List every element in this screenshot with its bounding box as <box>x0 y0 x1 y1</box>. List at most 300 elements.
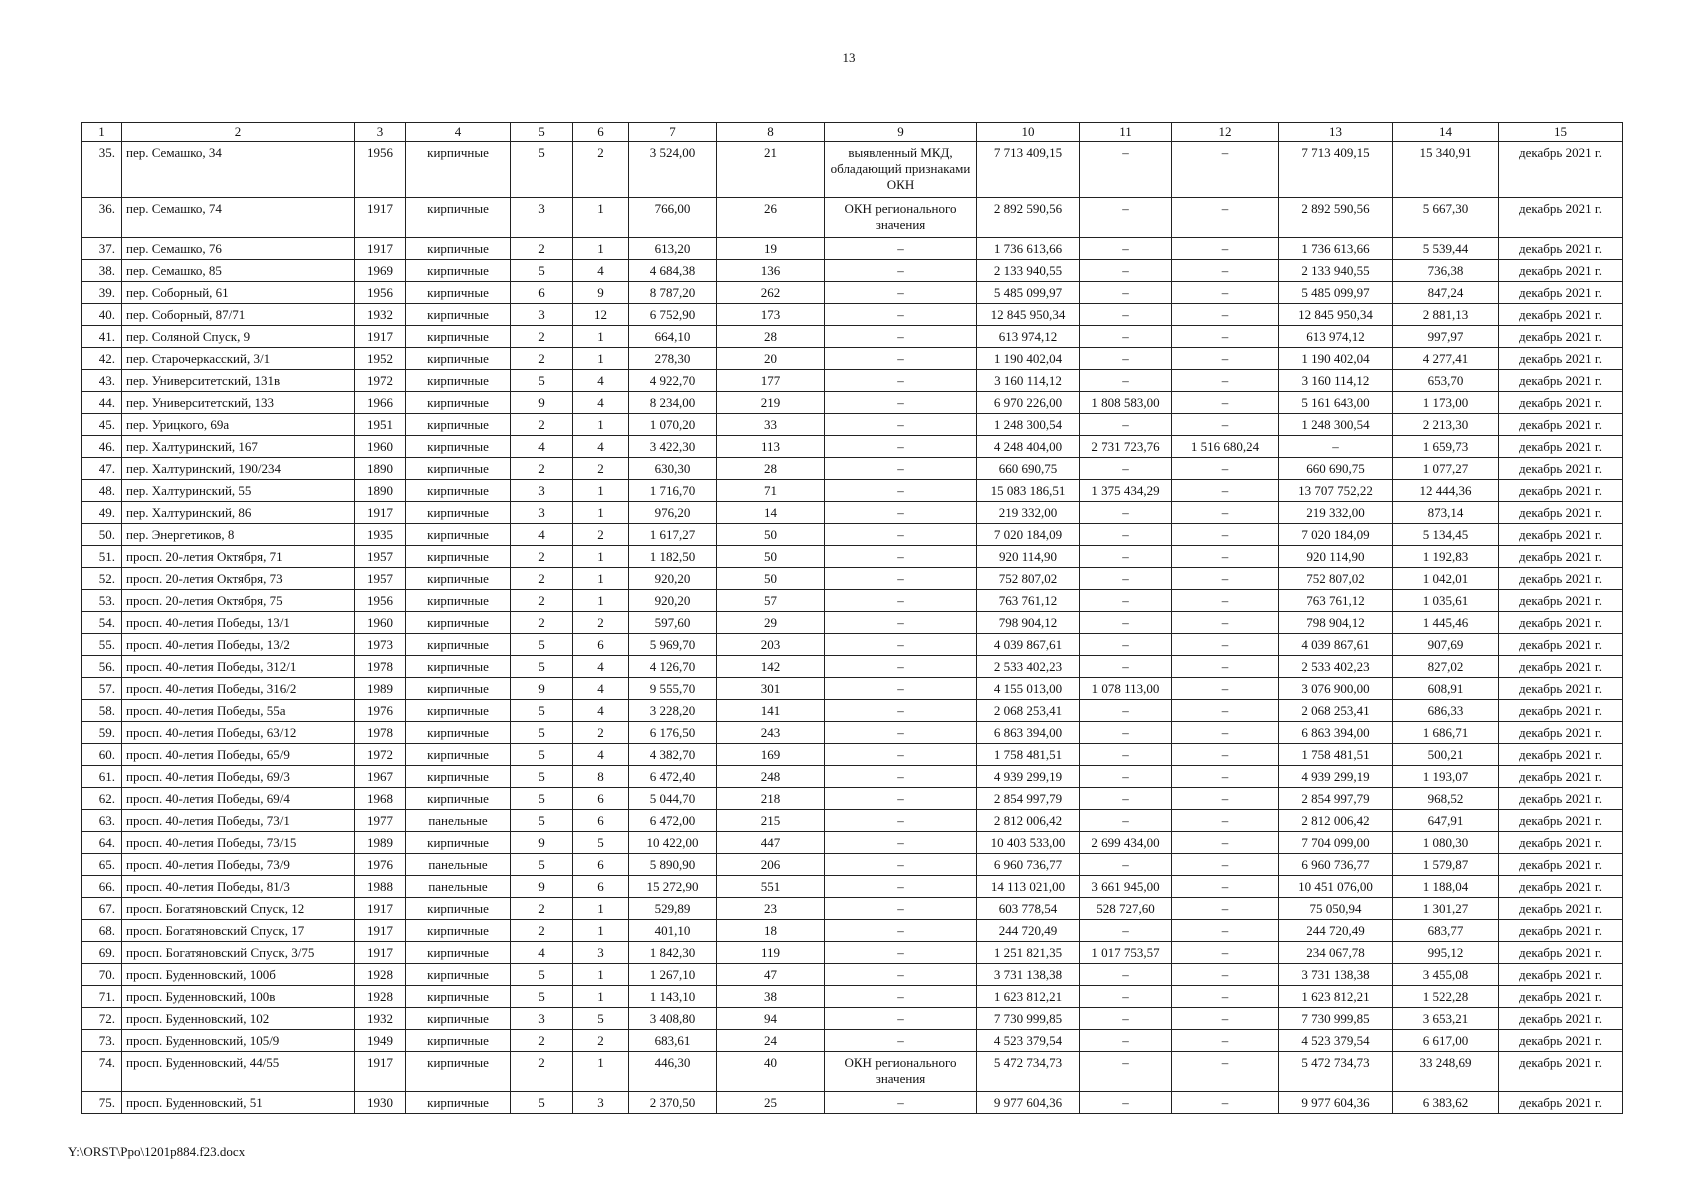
table-cell-col-11: – <box>1080 502 1172 524</box>
table-cell-col-5: 5 <box>511 370 573 392</box>
table-cell-col-14: 1 686,71 <box>1393 722 1499 744</box>
table-cell-col-1: 36. <box>82 198 122 238</box>
table-cell-col-14: 1 659,73 <box>1393 436 1499 458</box>
table-cell-col-7: 15 272,90 <box>629 876 717 898</box>
table-cell-col-7: 4 684,38 <box>629 260 717 282</box>
table-cell-col-8: 218 <box>717 788 825 810</box>
table-cell-col-2: пер. Соборный, 87/71 <box>122 304 355 326</box>
table-cell-col-2: просп. Буденновский, 51 <box>122 1092 355 1114</box>
table-cell-col-12: – <box>1172 876 1279 898</box>
table-cell-col-15: декабрь 2021 г. <box>1499 480 1623 502</box>
table-cell-col-3: 1969 <box>355 260 406 282</box>
table-cell-col-6: 1 <box>573 964 629 986</box>
table-cell-col-10: 1 758 481,51 <box>977 744 1080 766</box>
table-cell-col-12: – <box>1172 282 1279 304</box>
table-cell-col-14: 686,33 <box>1393 700 1499 722</box>
table-cell-col-6: 4 <box>573 436 629 458</box>
table-cell-col-13: 7 020 184,09 <box>1279 524 1393 546</box>
table-cell-col-9: – <box>825 766 977 788</box>
table-cell-col-4: кирпичные <box>406 1052 511 1092</box>
table-cell-col-14: 968,52 <box>1393 788 1499 810</box>
table-cell-col-14: 608,91 <box>1393 678 1499 700</box>
table-cell-col-7: 920,20 <box>629 568 717 590</box>
table-cell-col-2: просп. 40-летия Победы, 73/1 <box>122 810 355 832</box>
table-cell-col-6: 1 <box>573 546 629 568</box>
table-cell-col-3: 1956 <box>355 142 406 198</box>
table-cell-col-8: 26 <box>717 198 825 238</box>
table-cell-col-11: 2 731 723,76 <box>1080 436 1172 458</box>
table-cell-col-6: 6 <box>573 810 629 832</box>
table-cell-col-14: 653,70 <box>1393 370 1499 392</box>
table-cell-col-6: 1 <box>573 502 629 524</box>
table-cell-col-2: пер. Семашко, 76 <box>122 238 355 260</box>
table-cell-col-13: 1 758 481,51 <box>1279 744 1393 766</box>
table-row <box>82 788 1623 810</box>
table-cell-col-5: 5 <box>511 1092 573 1114</box>
registry-table <box>81 122 1623 1114</box>
table-cell-col-1: 58. <box>82 700 122 722</box>
table-cell-col-13: – <box>1279 436 1393 458</box>
table-cell-col-6: 4 <box>573 370 629 392</box>
table-cell-col-13: 12 845 950,34 <box>1279 304 1393 326</box>
table-cell-col-11: – <box>1080 656 1172 678</box>
table-cell-col-13: 75 050,94 <box>1279 898 1393 920</box>
table-cell-col-6: 4 <box>573 744 629 766</box>
table-cell-col-4: кирпичные <box>406 656 511 678</box>
table-cell-col-2: просп. 40-летия Победы, 69/4 <box>122 788 355 810</box>
table-cell-col-12: – <box>1172 524 1279 546</box>
table-cell-col-12: – <box>1172 568 1279 590</box>
table-cell-col-1: 43. <box>82 370 122 392</box>
table-row <box>82 634 1623 656</box>
table-cell-col-7: 4 922,70 <box>629 370 717 392</box>
table-cell-col-12: – <box>1172 986 1279 1008</box>
table-cell-col-1: 42. <box>82 348 122 370</box>
table-cell-col-10: 4 155 013,00 <box>977 678 1080 700</box>
table-cell-col-5: 2 <box>511 238 573 260</box>
table-cell-col-10: 3 731 138,38 <box>977 964 1080 986</box>
table-cell-col-13: 2 533 402,23 <box>1279 656 1393 678</box>
table-cell-col-11: – <box>1080 546 1172 568</box>
table-cell-col-4: панельные <box>406 810 511 832</box>
table-cell-col-3: 1968 <box>355 788 406 810</box>
table-cell-col-11: – <box>1080 348 1172 370</box>
table-cell-col-4: кирпичные <box>406 634 511 656</box>
table-cell-col-4: кирпичные <box>406 260 511 282</box>
table-cell-col-6: 2 <box>573 524 629 546</box>
table-cell-col-9: – <box>825 942 977 964</box>
table-cell-col-2: просп. Буденновский, 100в <box>122 986 355 1008</box>
table-cell-col-3: 1988 <box>355 876 406 898</box>
table-cell-col-11: – <box>1080 810 1172 832</box>
table-cell-col-3: 1930 <box>355 1092 406 1114</box>
table-cell-col-14: 5 667,30 <box>1393 198 1499 238</box>
table-cell-col-4: кирпичные <box>406 370 511 392</box>
table-cell-col-11: – <box>1080 612 1172 634</box>
table-cell-col-15: декабрь 2021 г. <box>1499 370 1623 392</box>
table-cell-col-12: – <box>1172 700 1279 722</box>
table-cell-col-12: – <box>1172 1030 1279 1052</box>
table-cell-col-15: декабрь 2021 г. <box>1499 1052 1623 1092</box>
table-cell-col-6: 4 <box>573 678 629 700</box>
table-cell-col-13: 613 974,12 <box>1279 326 1393 348</box>
table-cell-col-15: декабрь 2021 г. <box>1499 326 1623 348</box>
table-row <box>82 1030 1623 1052</box>
table-cell-col-6: 2 <box>573 722 629 744</box>
table-cell-col-1: 52. <box>82 568 122 590</box>
table-cell-col-6: 6 <box>573 788 629 810</box>
table-cell-col-4: кирпичные <box>406 942 511 964</box>
table-cell-col-9: – <box>825 480 977 502</box>
table-cell-col-5: 2 <box>511 920 573 942</box>
table-cell-col-6: 5 <box>573 832 629 854</box>
table-cell-col-14: 997,97 <box>1393 326 1499 348</box>
table-row <box>82 612 1623 634</box>
table-cell-col-11: – <box>1080 1052 1172 1092</box>
table-cell-col-12: – <box>1172 832 1279 854</box>
table-cell-col-14: 5 539,44 <box>1393 238 1499 260</box>
table-cell-col-14: 1 301,27 <box>1393 898 1499 920</box>
table-cell-col-13: 3 076 900,00 <box>1279 678 1393 700</box>
table-row <box>82 546 1623 568</box>
table-cell-col-7: 1 842,30 <box>629 942 717 964</box>
table-cell-col-8: 141 <box>717 700 825 722</box>
table-cell-col-9: – <box>825 744 977 766</box>
table-cell-col-10: 4 039 867,61 <box>977 634 1080 656</box>
table-cell-col-1: 47. <box>82 458 122 480</box>
table-cell-col-6: 1 <box>573 568 629 590</box>
table-cell-col-2: просп. Богатяновский Спуск, 12 <box>122 898 355 920</box>
table-cell-col-3: 1917 <box>355 238 406 260</box>
table-cell-col-14: 15 340,91 <box>1393 142 1499 198</box>
table-cell-col-4: кирпичные <box>406 612 511 634</box>
table-cell-col-13: 2 892 590,56 <box>1279 198 1393 238</box>
table-cell-col-13: 763 761,12 <box>1279 590 1393 612</box>
table-cell-col-2: пер. Семашко, 34 <box>122 142 355 198</box>
table-cell-col-7: 1 267,10 <box>629 964 717 986</box>
table-cell-col-3: 1960 <box>355 612 406 634</box>
table-cell-col-3: 1967 <box>355 766 406 788</box>
table-cell-col-15: декабрь 2021 г. <box>1499 238 1623 260</box>
table-cell-col-8: 28 <box>717 458 825 480</box>
column-header-4: 4 <box>406 123 511 142</box>
table-cell-col-2: просп. 40-летия Победы, 63/12 <box>122 722 355 744</box>
table-cell-col-9: – <box>825 1008 977 1030</box>
table-cell-col-12: – <box>1172 414 1279 436</box>
table-cell-col-10: 2 892 590,56 <box>977 198 1080 238</box>
table-cell-col-5: 5 <box>511 788 573 810</box>
table-cell-col-4: кирпичные <box>406 414 511 436</box>
table-cell-col-5: 5 <box>511 964 573 986</box>
table-cell-col-6: 1 <box>573 590 629 612</box>
table-cell-col-2: просп. 40-летия Победы, 13/2 <box>122 634 355 656</box>
table-cell-col-13: 1 736 613,66 <box>1279 238 1393 260</box>
table-cell-col-11: 1 375 434,29 <box>1080 480 1172 502</box>
table-cell-col-1: 44. <box>82 392 122 414</box>
table-cell-col-12: – <box>1172 854 1279 876</box>
table-cell-col-11: – <box>1080 920 1172 942</box>
table-cell-col-13: 219 332,00 <box>1279 502 1393 524</box>
table-cell-col-14: 33 248,69 <box>1393 1052 1499 1092</box>
table-cell-col-4: кирпичные <box>406 920 511 942</box>
table-cell-col-10: 6 863 394,00 <box>977 722 1080 744</box>
table-cell-col-8: 47 <box>717 964 825 986</box>
table-cell-col-5: 4 <box>511 524 573 546</box>
table-cell-col-12: – <box>1172 744 1279 766</box>
table-row <box>82 392 1623 414</box>
table-row <box>82 810 1623 832</box>
table-row <box>82 942 1623 964</box>
table-cell-col-5: 9 <box>511 876 573 898</box>
table-cell-col-3: 1976 <box>355 854 406 876</box>
table-row <box>82 436 1623 458</box>
table-cell-col-1: 54. <box>82 612 122 634</box>
table-cell-col-3: 1976 <box>355 700 406 722</box>
table-cell-col-7: 5 969,70 <box>629 634 717 656</box>
table-cell-col-1: 68. <box>82 920 122 942</box>
table-cell-col-7: 976,20 <box>629 502 717 524</box>
table-cell-col-14: 6 383,62 <box>1393 1092 1499 1114</box>
table-cell-col-6: 2 <box>573 1030 629 1052</box>
table-cell-col-3: 1917 <box>355 326 406 348</box>
table-cell-col-11: – <box>1080 238 1172 260</box>
table-cell-col-2: пер. Старочеркасский, 3/1 <box>122 348 355 370</box>
table-cell-col-11: – <box>1080 722 1172 744</box>
table-cell-col-10: 1 251 821,35 <box>977 942 1080 964</box>
table-cell-col-6: 1 <box>573 414 629 436</box>
table-cell-col-5: 9 <box>511 392 573 414</box>
table-cell-col-3: 1917 <box>355 920 406 942</box>
column-header-7: 7 <box>629 123 717 142</box>
table-cell-col-15: декабрь 2021 г. <box>1499 612 1623 634</box>
table-row <box>82 348 1623 370</box>
table-cell-col-9: – <box>825 546 977 568</box>
table-cell-col-3: 1917 <box>355 942 406 964</box>
table-cell-col-4: кирпичные <box>406 458 511 480</box>
table-cell-col-6: 5 <box>573 1008 629 1030</box>
table-cell-col-8: 173 <box>717 304 825 326</box>
column-number-row <box>82 123 1623 142</box>
table-cell-col-7: 920,20 <box>629 590 717 612</box>
table-cell-col-2: просп. Буденновский, 44/55 <box>122 1052 355 1092</box>
table-cell-col-5: 6 <box>511 282 573 304</box>
table-cell-col-7: 664,10 <box>629 326 717 348</box>
table-cell-col-4: кирпичные <box>406 898 511 920</box>
table-cell-col-8: 28 <box>717 326 825 348</box>
table-cell-col-13: 5 161 643,00 <box>1279 392 1393 414</box>
table-cell-col-10: 1 190 402,04 <box>977 348 1080 370</box>
table-cell-col-2: просп. 40-летия Победы, 73/9 <box>122 854 355 876</box>
column-header-5: 5 <box>511 123 573 142</box>
table-cell-col-4: кирпичные <box>406 1092 511 1114</box>
table-cell-col-15: декабрь 2021 г. <box>1499 634 1623 656</box>
table-cell-col-9: – <box>825 282 977 304</box>
table-cell-col-8: 94 <box>717 1008 825 1030</box>
table-row <box>82 326 1623 348</box>
table-cell-col-14: 683,77 <box>1393 920 1499 942</box>
table-row <box>82 876 1623 898</box>
table-cell-col-5: 4 <box>511 942 573 964</box>
table-cell-col-7: 3 408,80 <box>629 1008 717 1030</box>
table-cell-col-6: 1 <box>573 348 629 370</box>
table-cell-col-11: – <box>1080 766 1172 788</box>
table-cell-col-14: 873,14 <box>1393 502 1499 524</box>
table-cell-col-1: 75. <box>82 1092 122 1114</box>
table-cell-col-13: 3 160 114,12 <box>1279 370 1393 392</box>
table-cell-col-4: кирпичные <box>406 568 511 590</box>
table-cell-col-3: 1932 <box>355 1008 406 1030</box>
table-cell-col-8: 40 <box>717 1052 825 1092</box>
table-cell-col-13: 4 939 299,19 <box>1279 766 1393 788</box>
table-cell-col-5: 2 <box>511 414 573 436</box>
table-cell-col-14: 847,24 <box>1393 282 1499 304</box>
table-cell-col-3: 1972 <box>355 370 406 392</box>
table-cell-col-10: 7 730 999,85 <box>977 1008 1080 1030</box>
table-cell-col-1: 53. <box>82 590 122 612</box>
table-cell-col-7: 9 555,70 <box>629 678 717 700</box>
table-cell-col-8: 262 <box>717 282 825 304</box>
table-cell-col-14: 1 193,07 <box>1393 766 1499 788</box>
table-cell-col-15: декабрь 2021 г. <box>1499 282 1623 304</box>
table-cell-col-11: 3 661 945,00 <box>1080 876 1172 898</box>
table-cell-col-1: 63. <box>82 810 122 832</box>
table-cell-col-5: 5 <box>511 744 573 766</box>
table-cell-col-2: пер. Университетский, 133 <box>122 392 355 414</box>
table-cell-col-6: 4 <box>573 700 629 722</box>
table-cell-col-12: – <box>1172 238 1279 260</box>
table-cell-col-15: декабрь 2021 г. <box>1499 656 1623 678</box>
table-cell-col-8: 248 <box>717 766 825 788</box>
table-cell-col-3: 1928 <box>355 986 406 1008</box>
table-cell-col-15: декабрь 2021 г. <box>1499 986 1623 1008</box>
table-cell-col-5: 2 <box>511 348 573 370</box>
table-cell-col-7: 613,20 <box>629 238 717 260</box>
table-cell-col-14: 827,02 <box>1393 656 1499 678</box>
table-cell-col-1: 49. <box>82 502 122 524</box>
table-cell-col-5: 2 <box>511 898 573 920</box>
table-cell-col-4: кирпичные <box>406 282 511 304</box>
table-cell-col-9: – <box>825 1030 977 1052</box>
table-cell-col-10: 219 332,00 <box>977 502 1080 524</box>
table-cell-col-15: декабрь 2021 г. <box>1499 920 1623 942</box>
column-header-12: 12 <box>1172 123 1279 142</box>
table-cell-col-2: просп. Буденновский, 100б <box>122 964 355 986</box>
table-cell-col-3: 1956 <box>355 590 406 612</box>
table-row <box>82 590 1623 612</box>
table-row <box>82 700 1623 722</box>
table-cell-col-2: просп. 20-летия Октября, 71 <box>122 546 355 568</box>
table-cell-col-9: – <box>825 810 977 832</box>
table-row <box>82 920 1623 942</box>
table-cell-col-2: просп. 40-летия Победы, 65/9 <box>122 744 355 766</box>
table-cell-col-3: 1890 <box>355 458 406 480</box>
table-cell-col-11: – <box>1080 524 1172 546</box>
table-cell-col-4: кирпичные <box>406 1008 511 1030</box>
table-cell-col-2: пер. Соляной Спуск, 9 <box>122 326 355 348</box>
table-cell-col-13: 234 067,78 <box>1279 942 1393 964</box>
table-cell-col-3: 1890 <box>355 480 406 502</box>
table-cell-col-8: 243 <box>717 722 825 744</box>
table-cell-col-8: 57 <box>717 590 825 612</box>
table-cell-col-9: – <box>825 964 977 986</box>
table-cell-col-3: 1957 <box>355 568 406 590</box>
table-cell-col-2: пер. Университетский, 131в <box>122 370 355 392</box>
table-cell-col-10: 10 403 533,00 <box>977 832 1080 854</box>
table-cell-col-7: 1 617,27 <box>629 524 717 546</box>
table-cell-col-1: 35. <box>82 142 122 198</box>
table-cell-col-10: 613 974,12 <box>977 326 1080 348</box>
table-cell-col-5: 5 <box>511 766 573 788</box>
table-cell-col-1: 74. <box>82 1052 122 1092</box>
table-cell-col-11: – <box>1080 590 1172 612</box>
table-cell-col-15: декабрь 2021 г. <box>1499 348 1623 370</box>
table-cell-col-12: – <box>1172 326 1279 348</box>
table-cell-col-7: 5 890,90 <box>629 854 717 876</box>
table-cell-col-11: – <box>1080 854 1172 876</box>
table-cell-col-8: 142 <box>717 656 825 678</box>
table-cell-col-7: 3 422,30 <box>629 436 717 458</box>
column-header-10: 10 <box>977 123 1080 142</box>
table-cell-col-9: – <box>825 612 977 634</box>
table-cell-col-12: – <box>1172 898 1279 920</box>
table-cell-col-11: – <box>1080 1030 1172 1052</box>
table-cell-col-3: 1978 <box>355 722 406 744</box>
table-row <box>82 964 1623 986</box>
table-cell-col-1: 67. <box>82 898 122 920</box>
table-cell-col-10: 5 472 734,73 <box>977 1052 1080 1092</box>
table-cell-col-3: 1952 <box>355 348 406 370</box>
table-cell-col-1: 38. <box>82 260 122 282</box>
table-cell-col-2: просп. 40-летия Победы, 312/1 <box>122 656 355 678</box>
table-cell-col-6: 8 <box>573 766 629 788</box>
table-cell-col-14: 907,69 <box>1393 634 1499 656</box>
table-cell-col-15: декабрь 2021 г. <box>1499 964 1623 986</box>
table-cell-col-7: 6 752,90 <box>629 304 717 326</box>
table-cell-col-6: 2 <box>573 458 629 480</box>
table-cell-col-10: 4 523 379,54 <box>977 1030 1080 1052</box>
table-cell-col-7: 3 524,00 <box>629 142 717 198</box>
table-row <box>82 142 1623 198</box>
table-cell-col-5: 5 <box>511 142 573 198</box>
table-cell-col-11: 528 727,60 <box>1080 898 1172 920</box>
column-header-11: 11 <box>1080 123 1172 142</box>
table-cell-col-1: 51. <box>82 546 122 568</box>
table-cell-col-7: 529,89 <box>629 898 717 920</box>
column-header-15: 15 <box>1499 123 1623 142</box>
table-cell-col-8: 50 <box>717 568 825 590</box>
table-cell-col-2: просп. Богатяновский Спуск, 17 <box>122 920 355 942</box>
table-cell-col-5: 5 <box>511 656 573 678</box>
table-cell-col-15: декабрь 2021 г. <box>1499 678 1623 700</box>
table-cell-col-2: пер. Халтуринский, 167 <box>122 436 355 458</box>
table-cell-col-1: 71. <box>82 986 122 1008</box>
table-cell-col-4: кирпичные <box>406 1030 511 1052</box>
table-cell-col-3: 1917 <box>355 502 406 524</box>
table-cell-col-5: 5 <box>511 700 573 722</box>
table-cell-col-8: 301 <box>717 678 825 700</box>
table-cell-col-8: 447 <box>717 832 825 854</box>
table-cell-col-3: 1956 <box>355 282 406 304</box>
column-header-8: 8 <box>717 123 825 142</box>
table-cell-col-15: декабрь 2021 г. <box>1499 568 1623 590</box>
table-cell-col-4: кирпичные <box>406 590 511 612</box>
table-cell-col-9: – <box>825 1092 977 1114</box>
table-cell-col-11: – <box>1080 788 1172 810</box>
table-cell-col-12: – <box>1172 348 1279 370</box>
table-cell-col-4: кирпичные <box>406 832 511 854</box>
table-cell-col-14: 1 188,04 <box>1393 876 1499 898</box>
table-cell-col-14: 5 134,45 <box>1393 524 1499 546</box>
